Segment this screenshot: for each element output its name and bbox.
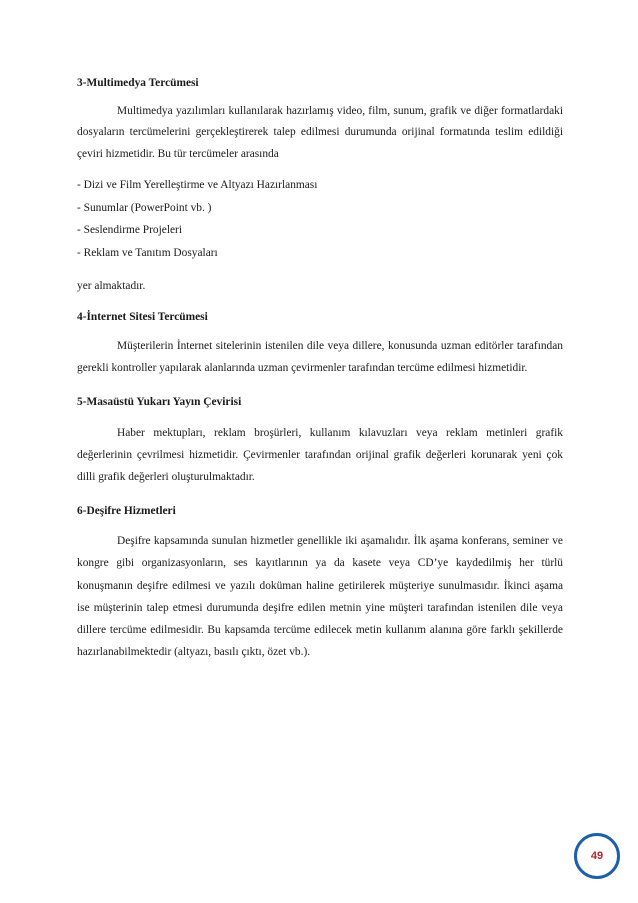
section-paragraph-internet: Müşterilerin İnternet sitelerinin istenilen dile veya dillere, konusunda uzman editörler tarafından gerekli kontroller yapılarak alanlarında uzman çevirmenler tarafından tercüme edilmesi hizmetidir. bbox=[77, 340, 563, 374]
section-paragraph-transcription: Deşifre kapsamında sunulan hizmetler genellikle iki aşamalıdır. İlk aşama konferans, seminer ve kongre gibi organizasyonların, ses kayıtlarının ya da kasete veya CD’ye kaydedilmiş her türlü konuşmanın deşifre edilmesi ve yazılı doküman haline getirilerek müşteriye sunulmasıdır. İkinci aşama ise müşterinin talep etmesi durumunda deşifre edilen metnin yine müşteri tarafından istenilen dile veya dillere tercüme edilmesidir. Bu kapsamda tercüme edilecek metin kullanım alanına göre farklı şekillerde hazırlanabilmektedir (altyazı, basılı çıktı, özet vb.). bbox=[77, 535, 563, 659]
section-paragraph-desktop: Haber mektupları, reklam broşürleri, kullanım kılavuzları veya reklam metinleri grafik değerlerinin çevrilmesi hizmetidir. Çevirmenler tarafından orijinal grafik değerleri korunarak yeni çok dilli grafik değerleri oluşturulmaktadır. bbox=[77, 426, 563, 483]
list-item: - Seslendirme Projeleri bbox=[77, 224, 183, 236]
section-closing-multimedia: yer almaktadır. bbox=[77, 280, 146, 292]
document-page bbox=[77, 66, 563, 664]
page-number-badge: 49 bbox=[574, 833, 620, 879]
list-item: - Sunumlar (PowerPoint vb. ) bbox=[77, 201, 212, 214]
multimedia-list bbox=[77, 174, 563, 264]
section-heading-internet: 4-İnternet Sitesi Tercümesi bbox=[77, 310, 208, 323]
section-heading-multimedia: 3-Multimedya Tercümesi bbox=[77, 77, 199, 89]
list-item: - Reklam ve Tanıtım Dosyaları bbox=[77, 246, 218, 259]
section-heading-desktop: 5-Masaüstü Yukarı Yayın Çevirisi bbox=[77, 396, 242, 408]
section-paragraph-multimedia: Multimedya yazılımları kullanılarak hazırlamış video, film, sunum, grafik ve diğer formatlardaki dosyaların tercümelerini gerçekleştirerek talep edilmesi durumunda orijinal formatında teslim edildiği çeviri hizmetidir. Bu tür tercümeler arasında bbox=[77, 104, 563, 160]
list-item: - Dizi ve Film Yerelleştirme ve Altyazı Hazırlanması bbox=[77, 179, 318, 191]
section-heading-transcription: 6-Deşifre Hizmetleri bbox=[77, 504, 176, 517]
